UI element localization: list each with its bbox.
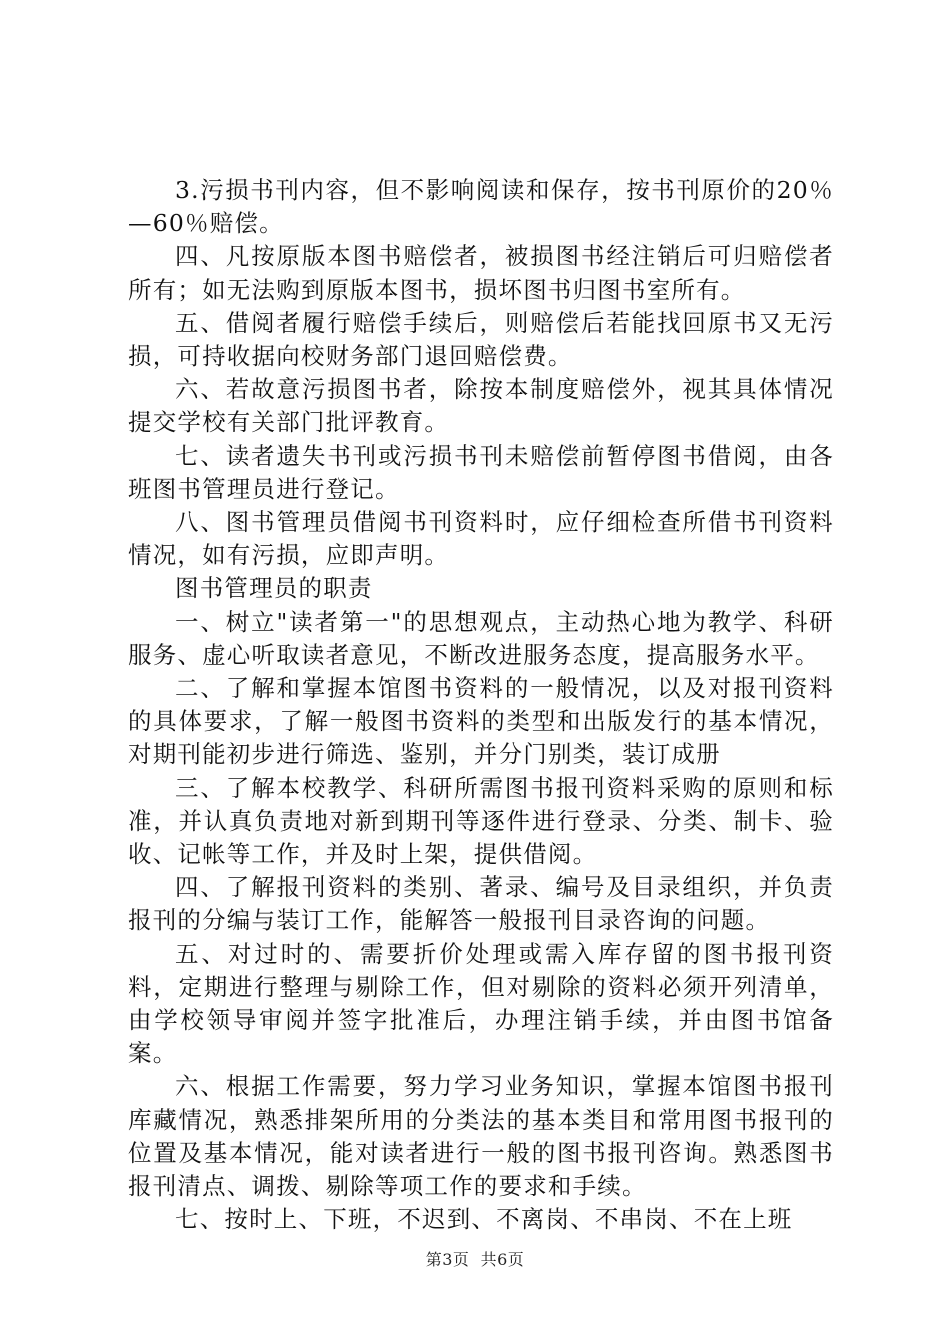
paragraph-1: 3.污损书刊内容，但不影响阅读和保存，按书刊原价的20％—60％赔偿。	[128, 176, 834, 238]
paragraph-7: 一、树立"读者第一"的思想观点，主动热心地为教学、科研服务、虚心听取读者意见，不断改进服务态度，提高服务水平。	[128, 607, 834, 669]
section-heading: 图书管理员的职责	[175, 574, 373, 603]
paragraph-10: 四、了解报刊资料的类别、著录、编号及目录组织，并负责报刊的分编与装订工作，能解答一般报刊目录咨询的问题。	[128, 873, 834, 935]
document-body	[128, 174, 834, 1237]
paragraph-4: 六、若故意污损图书者，除按本制度赔偿外，视其具体情况提交学校有关部门批评教育。	[128, 375, 834, 437]
paragraph-8: 二、了解和掌握本馆图书资料的一般情况，以及对报刊资料的具体要求，了解一般图书资料的类型和出版发行的基本情况，对期刊能初步进行筛选、鉴别，并分门别类，装订成册	[128, 674, 834, 769]
page-footer	[0, 1247, 950, 1270]
paragraph-2: 四、凡按原版本图书赔偿者，被损图书经注销后可归赔偿者所有；如无法购到原版本图书，损坏图书归图书室所有。	[128, 242, 834, 304]
paragraph-13: 七、按时上、下班，不迟到、不离岗、不串岗、不在上班	[175, 1205, 793, 1234]
paragraph-3: 五、借阅者履行赔偿手续后，则赔偿后若能找回原书又无污损，可持收据向校财务部门退回赔偿费。	[128, 308, 834, 371]
page-number: 第3页 共6页	[425, 1250, 525, 1269]
paragraph-9: 三、了解本校教学、科研所需图书报刊资料采购的原则和标准，并认真负责地对新到期刊等逐件进行登录、分类、制卡、验收、记帐等工作，并及时上架，提供借阅。	[128, 773, 834, 869]
paragraph-6: 八、图书管理员借阅书刊资料时，应仔细检查所借书刊资料情况，如有污损，应即声明。	[128, 508, 834, 570]
paragraph-5: 七、读者遗失书刊或污损书刊未赔偿前暂停图书借阅，由各班图书管理员进行登记。	[128, 441, 834, 503]
paragraph-11: 五、对过时的、需要折价处理或需入库存留的图书报刊资料，定期进行整理与剔除工作，但对剔除的资料必须开列清单，由学校领导审阅并签字批准后，办理注销手续，并由图书馆备案。	[128, 939, 834, 1068]
paragraph-12: 六、根据工作需要，努力学习业务知识，掌握本馆图书报刊库藏情况，熟悉排架所用的分类法的基本类目和常用图书报刊的位置及基本情况，能对读者进行一般的图书报刊咨询。熟悉图书报刊清点、调拨、剔除等项工作的要求和手续。	[128, 1072, 834, 1201]
